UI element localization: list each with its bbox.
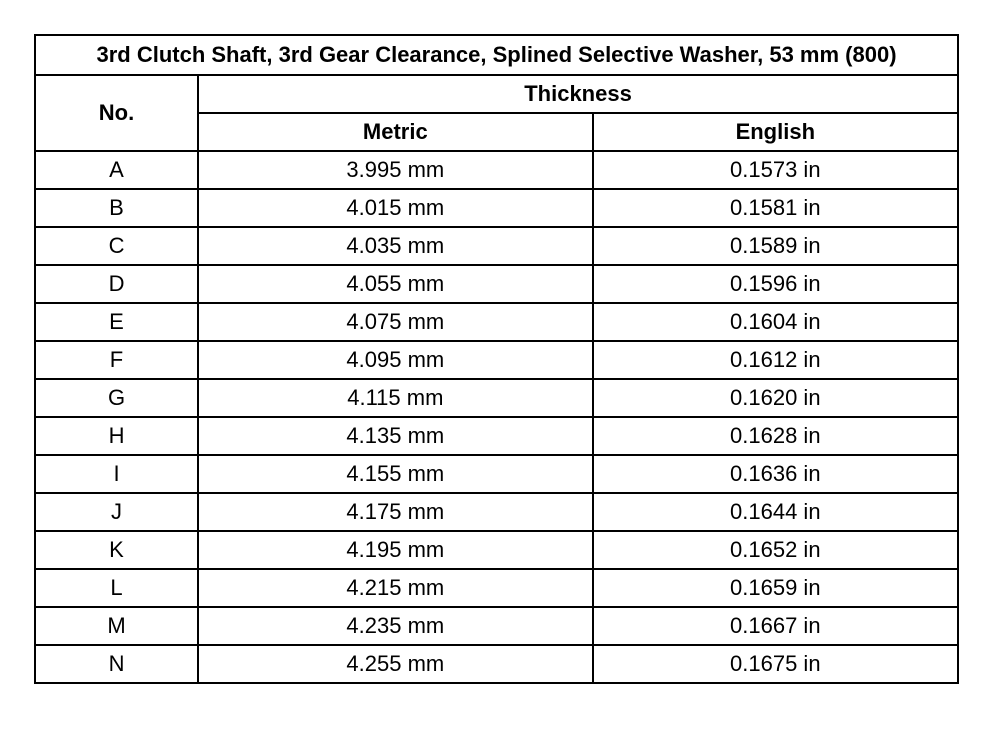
cell-metric: 4.015 mm — [198, 189, 593, 227]
cell-no: F — [35, 341, 198, 379]
table-row — [35, 645, 958, 683]
table-body — [35, 151, 958, 683]
cell-metric: 4.035 mm — [198, 227, 593, 265]
cell-no: K — [35, 531, 198, 569]
cell-english: 0.1604 in — [593, 303, 958, 341]
table-row — [35, 341, 958, 379]
cell-metric: 4.095 mm — [198, 341, 593, 379]
table-row — [35, 417, 958, 455]
cell-metric: 4.215 mm — [198, 569, 593, 607]
cell-no: B — [35, 189, 198, 227]
table-row — [35, 569, 958, 607]
cell-english: 0.1589 in — [593, 227, 958, 265]
table-row — [35, 607, 958, 645]
cell-english: 0.1644 in — [593, 493, 958, 531]
cell-english: 0.1652 in — [593, 531, 958, 569]
table-row — [35, 493, 958, 531]
cell-metric: 4.135 mm — [198, 417, 593, 455]
table-row — [35, 379, 958, 417]
cell-no: A — [35, 151, 198, 189]
cell-no: M — [35, 607, 198, 645]
cell-english: 0.1659 in — [593, 569, 958, 607]
cell-english: 0.1612 in — [593, 341, 958, 379]
cell-no: N — [35, 645, 198, 683]
table-title: 3rd Clutch Shaft, 3rd Gear Clearance, Splined Selective Washer, 53 mm (800) — [35, 35, 958, 75]
cell-english: 0.1573 in — [593, 151, 958, 189]
table-row — [35, 455, 958, 493]
table-row — [35, 227, 958, 265]
cell-no: E — [35, 303, 198, 341]
cell-english: 0.1628 in — [593, 417, 958, 455]
table-row — [35, 151, 958, 189]
table-row — [35, 303, 958, 341]
cell-metric: 4.235 mm — [198, 607, 593, 645]
header-no: No. — [35, 75, 198, 151]
title-row — [35, 35, 958, 75]
cell-metric: 4.075 mm — [198, 303, 593, 341]
cell-metric: 4.055 mm — [198, 265, 593, 303]
cell-english: 0.1636 in — [593, 455, 958, 493]
cell-english: 0.1620 in — [593, 379, 958, 417]
cell-no: C — [35, 227, 198, 265]
cell-metric: 4.255 mm — [198, 645, 593, 683]
table-row — [35, 189, 958, 227]
cell-metric: 3.995 mm — [198, 151, 593, 189]
table-row — [35, 531, 958, 569]
cell-english: 0.1675 in — [593, 645, 958, 683]
cell-no: I — [35, 455, 198, 493]
header-metric: Metric — [198, 113, 593, 151]
washer-table-container — [34, 34, 959, 684]
table-row — [35, 265, 958, 303]
cell-metric: 4.195 mm — [198, 531, 593, 569]
cell-metric: 4.175 mm — [198, 493, 593, 531]
cell-no: L — [35, 569, 198, 607]
cell-no: H — [35, 417, 198, 455]
washer-thickness-table — [34, 34, 959, 684]
header-thickness: Thickness — [198, 75, 958, 113]
cell-no: J — [35, 493, 198, 531]
header-row-1 — [35, 75, 958, 113]
header-english: English — [593, 113, 958, 151]
cell-metric: 4.155 mm — [198, 455, 593, 493]
cell-english: 0.1667 in — [593, 607, 958, 645]
cell-english: 0.1581 in — [593, 189, 958, 227]
cell-no: G — [35, 379, 198, 417]
cell-english: 0.1596 in — [593, 265, 958, 303]
cell-no: D — [35, 265, 198, 303]
cell-metric: 4.115 mm — [198, 379, 593, 417]
